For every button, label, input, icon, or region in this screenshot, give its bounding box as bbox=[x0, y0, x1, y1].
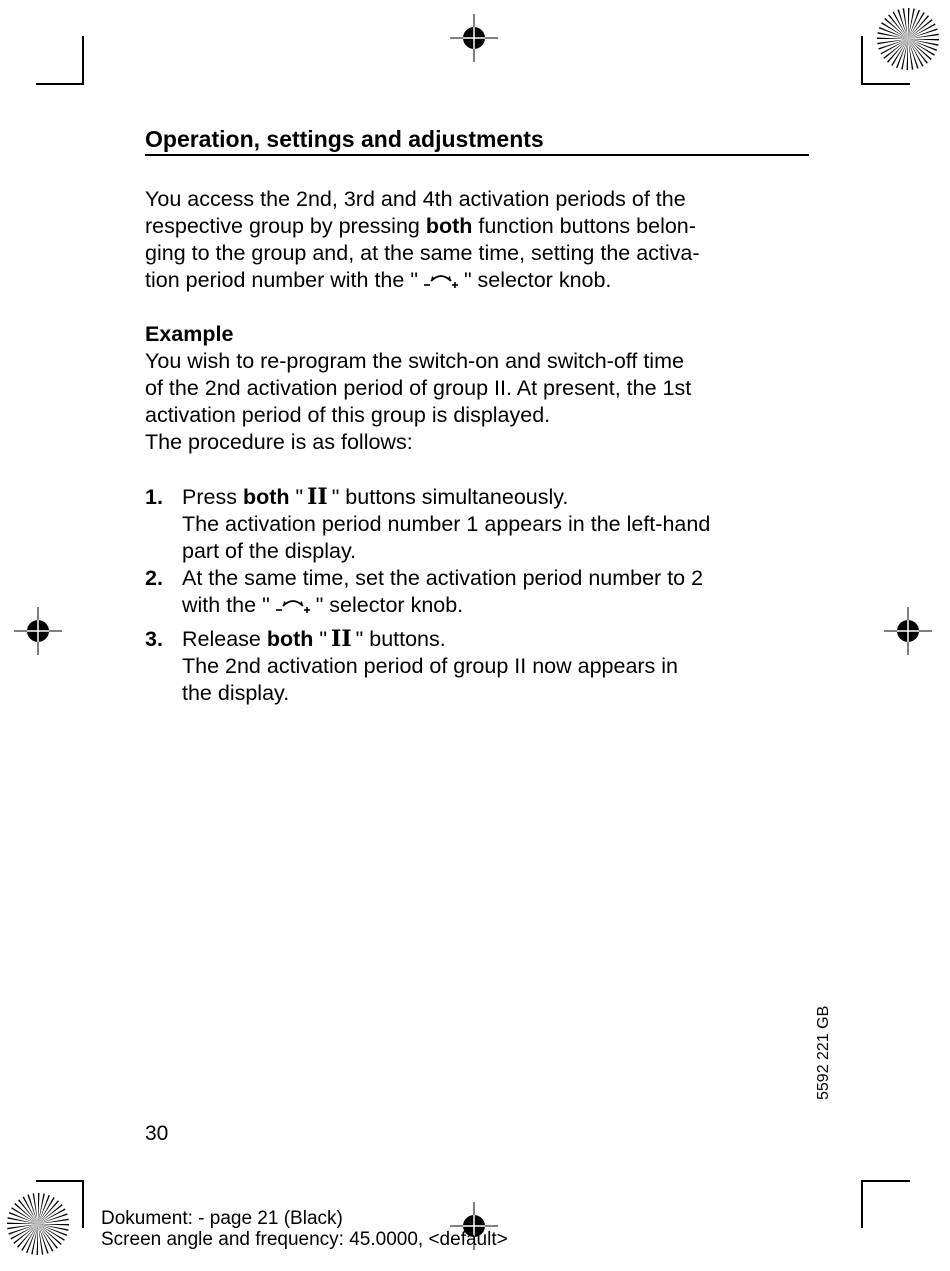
crop-mark bbox=[861, 1180, 910, 1182]
text-line bbox=[145, 267, 700, 294]
text-span: " bbox=[289, 485, 304, 509]
text-line: The procedure is as follows: bbox=[145, 430, 413, 454]
text-span: " buttons. bbox=[355, 627, 446, 651]
text-line: ging to the group and, at the same time, setting the activa- bbox=[145, 241, 700, 265]
step-list bbox=[145, 484, 710, 707]
page-title: Operation, settings and adjustments bbox=[145, 124, 809, 156]
text-line: the display. bbox=[182, 681, 290, 705]
text-span: function buttons belon- bbox=[472, 214, 696, 238]
document-code: 5592 221 GB bbox=[815, 1005, 832, 1100]
selector-knob-icon bbox=[273, 596, 313, 614]
step-number: 2. bbox=[145, 566, 163, 590]
crop-mark bbox=[861, 83, 910, 85]
list-item bbox=[145, 565, 710, 619]
crop-mark bbox=[861, 36, 863, 85]
text-span: tion period number with the " bbox=[145, 268, 418, 292]
list-item bbox=[145, 484, 710, 565]
selector-knob-icon bbox=[421, 271, 461, 289]
step-number: 3. bbox=[145, 627, 163, 651]
bold-word: both bbox=[266, 627, 314, 651]
intro-paragraph bbox=[145, 186, 700, 294]
text-line: The activation period number 1 appears in the left-hand bbox=[182, 512, 711, 536]
registration-mark-icon bbox=[450, 14, 498, 62]
crop-mark bbox=[861, 1180, 863, 1228]
text-line: You access the 2nd, 3rd and 4th activation periods of the bbox=[145, 187, 686, 211]
text-span: " buttons simultaneously. bbox=[331, 485, 569, 509]
text-line: You wish to re-program the switch-on and switch-off time bbox=[145, 349, 684, 373]
text-span: Release bbox=[182, 627, 267, 651]
text-line bbox=[182, 484, 710, 511]
page-number: 30 bbox=[145, 1122, 169, 1145]
crop-mark bbox=[82, 1180, 84, 1228]
example-section bbox=[145, 321, 691, 456]
text-line bbox=[182, 592, 710, 619]
starburst-mark-icon bbox=[6, 1192, 70, 1256]
text-line: part of the display. bbox=[182, 539, 357, 563]
text-span: " selector knob. bbox=[315, 593, 464, 617]
text-span: with the " bbox=[182, 593, 270, 617]
registration-mark-icon bbox=[14, 607, 62, 655]
crop-mark bbox=[36, 1180, 84, 1182]
text-span: Press bbox=[182, 485, 243, 509]
text-line bbox=[145, 213, 700, 240]
bold-word: both bbox=[242, 485, 290, 509]
footer-line: Dokument: - page 21 (Black) bbox=[101, 1208, 343, 1229]
footer-line: Screen angle and frequency: 45.0000, <default> bbox=[101, 1229, 508, 1250]
crop-mark bbox=[82, 36, 84, 85]
text-line: of the 2nd activation period of group II. At present, the 1st bbox=[145, 376, 692, 400]
text-span: " selector knob. bbox=[463, 268, 612, 292]
text-line: At the same time, set the activation period number to 2 bbox=[182, 566, 704, 590]
text-line: activation period of this group is displayed. bbox=[145, 403, 551, 427]
crop-mark bbox=[36, 83, 84, 85]
print-info-footer bbox=[101, 1208, 508, 1250]
example-title: Example bbox=[145, 322, 234, 346]
bold-word: both bbox=[425, 214, 473, 238]
step-number: 1. bbox=[145, 485, 163, 509]
text-line bbox=[182, 626, 710, 653]
registration-mark-icon bbox=[884, 607, 932, 655]
group-button-symbol: II bbox=[331, 626, 352, 652]
text-span: " bbox=[313, 627, 328, 651]
text-span: respective group by pressing bbox=[145, 214, 426, 238]
text-line: The 2nd activation period of group II now appears in bbox=[182, 654, 679, 678]
starburst-mark-icon bbox=[876, 7, 940, 71]
group-button-symbol: II bbox=[307, 484, 328, 510]
list-item bbox=[145, 626, 710, 707]
